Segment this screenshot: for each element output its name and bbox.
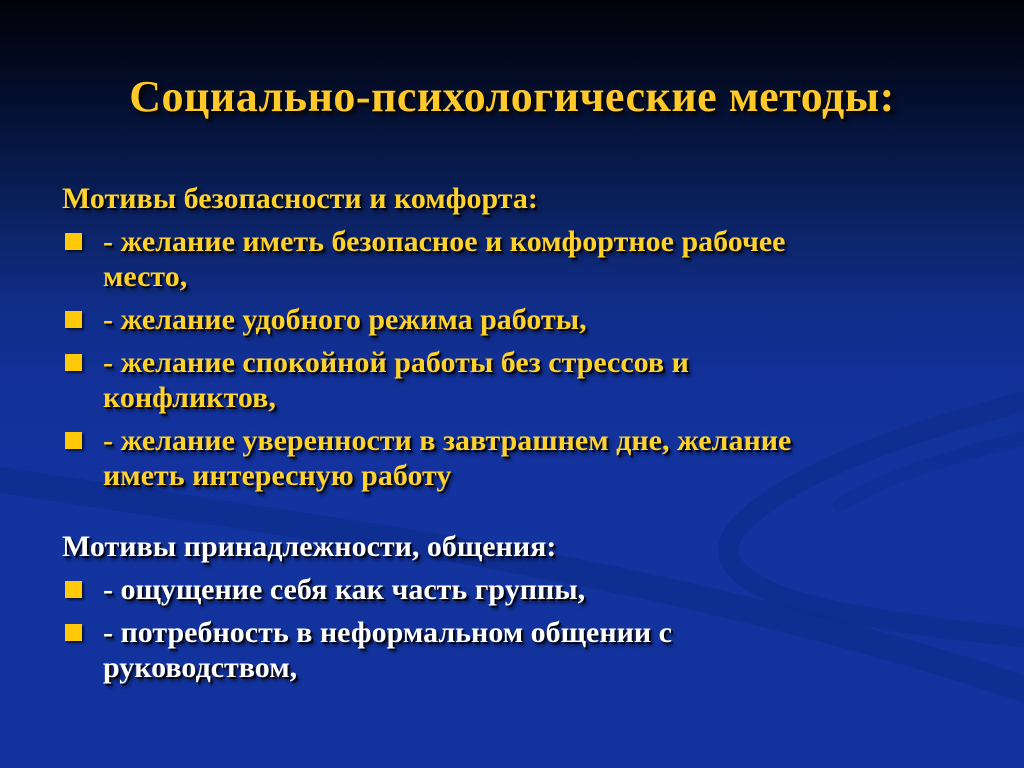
- square-bullet-icon: [65, 624, 82, 641]
- list-item: [62, 423, 848, 493]
- list-item-text: - желание спокойной работы без стрессов и конфликтов,: [103, 346, 689, 414]
- slide-body: [62, 181, 848, 693]
- list-item-text: - желание иметь безопасное и комфортное рабочее место,: [103, 225, 786, 293]
- list-item: [62, 345, 848, 415]
- square-bullet-icon: [65, 354, 82, 371]
- list-item-text: - ощущение себя как часть группы,: [103, 573, 586, 606]
- list-item: [62, 572, 848, 607]
- square-bullet-icon: [65, 581, 82, 598]
- list-item-text: - потребность в неформальном общении с руководством,: [103, 616, 672, 684]
- section-heading: Мотивы безопасности и комфорта:: [62, 182, 538, 215]
- list-item: [62, 302, 848, 337]
- section-safety-comfort-motives: [62, 181, 848, 493]
- list-item: [62, 615, 848, 685]
- list-item-text: - желание уверенности в завтрашнем дне, желание иметь интересную работу: [103, 424, 792, 492]
- square-bullet-icon: [65, 233, 82, 250]
- section-heading: Мотивы принадлежности, общения:: [62, 530, 557, 563]
- section-belonging-communication-motives: [62, 529, 848, 685]
- slide-title: Социально-психологические методы:: [129, 72, 895, 121]
- list-item: [62, 224, 848, 294]
- square-bullet-icon: [65, 432, 82, 449]
- square-bullet-icon: [65, 311, 82, 328]
- list-item-text: - желание удобного режима работы,: [103, 303, 587, 336]
